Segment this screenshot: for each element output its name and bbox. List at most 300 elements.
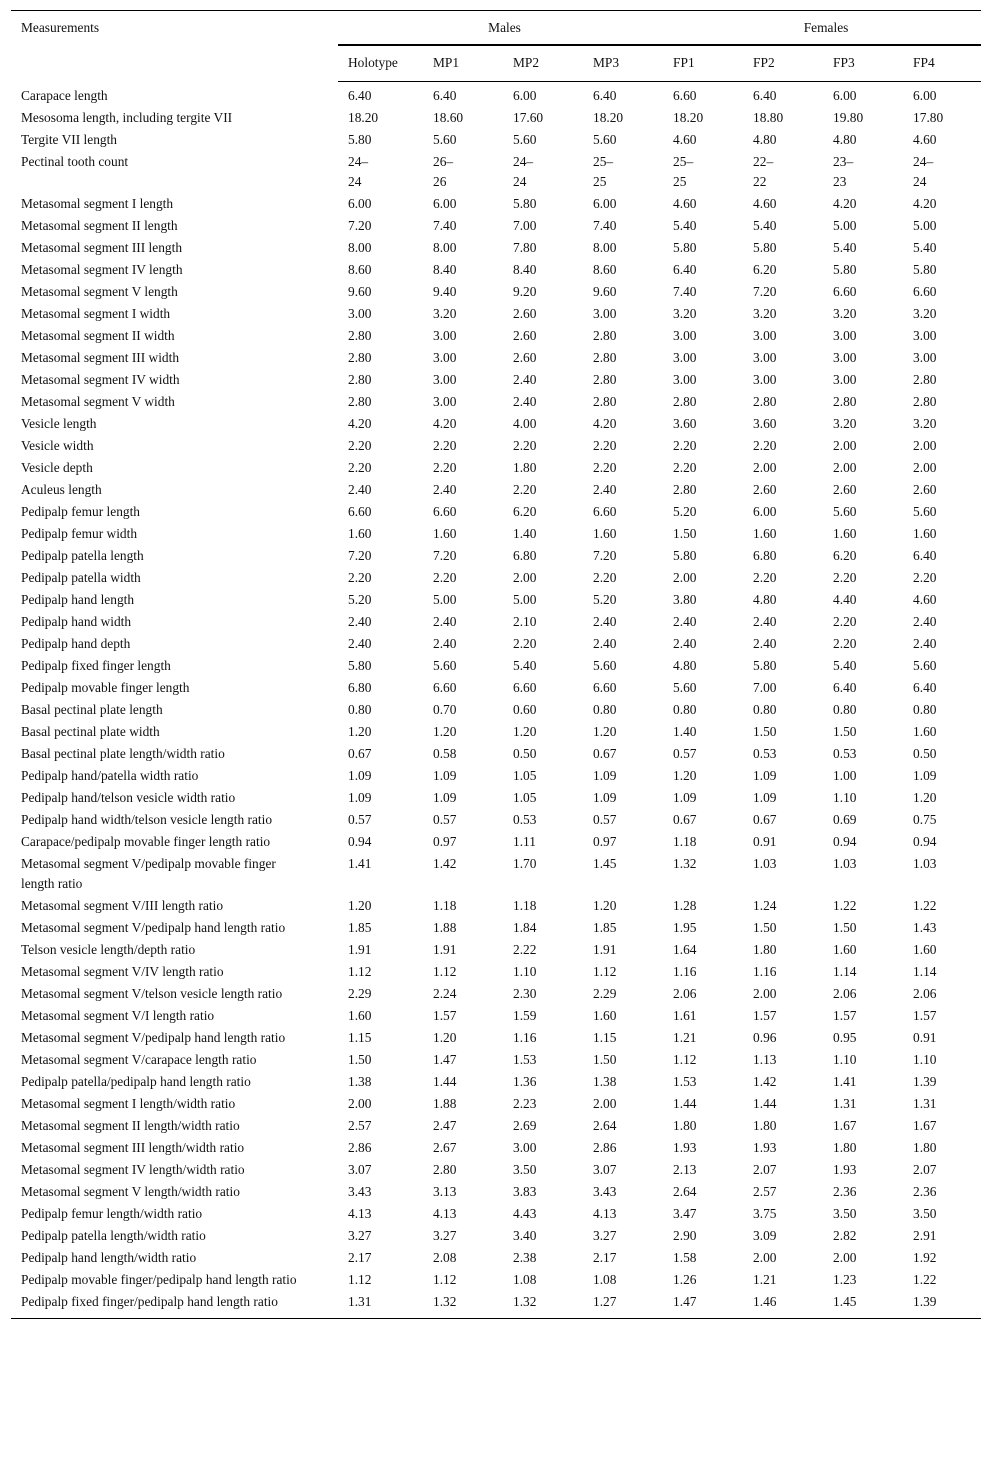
cell-value: 6.40 (833, 680, 857, 695)
column-header-mp2: MP2 (501, 45, 581, 82)
cell-value: 1.40 (513, 526, 537, 541)
cell-value: 6.40 (433, 88, 457, 103)
table-row (11, 788, 981, 810)
cell-value: 1.57 (913, 1008, 937, 1023)
cell-value: 3.00 (913, 350, 937, 365)
cell-value: 8.60 (348, 262, 372, 277)
cell-value: 1.91 (348, 942, 372, 957)
row-label: Metasomal segment V length (21, 284, 178, 299)
cell-value: 1.85 (593, 920, 617, 935)
table-row (11, 1270, 981, 1292)
cell-value: 7.20 (753, 284, 777, 299)
table-row (11, 1182, 981, 1204)
cell-value: 9.60 (348, 284, 372, 299)
table-row (11, 414, 981, 436)
cell-value: 0.57 (593, 812, 617, 827)
cell-value: 2.20 (433, 438, 457, 453)
cell-value: 0.95 (833, 1030, 857, 1045)
cell-value: 2.20 (833, 636, 857, 651)
cell-value: 1.36 (513, 1074, 537, 1089)
cell-value: 1.50 (753, 920, 777, 935)
cell-value: 6.00 (913, 88, 937, 103)
cell-value: 22– 22 (753, 154, 774, 189)
cell-value: 5.00 (833, 218, 857, 233)
cell-value: 1.22 (913, 1272, 937, 1287)
cell-value: 1.50 (833, 920, 857, 935)
cell-value: 3.40 (513, 1228, 537, 1243)
cell-value: 1.08 (593, 1272, 617, 1287)
cell-value: 2.47 (433, 1118, 457, 1133)
cell-value: 4.60 (673, 132, 697, 147)
cell-value: 6.20 (513, 504, 537, 519)
cell-value: 2.17 (593, 1250, 617, 1265)
cell-value: 1.88 (433, 1096, 457, 1111)
cell-value: 6.00 (433, 196, 457, 211)
cell-value: 2.40 (433, 614, 457, 629)
row-label: Pedipalp fixed finger/pedipalp hand length ratio (11, 1292, 338, 1319)
cell-value: 4.80 (833, 132, 857, 147)
row-label: Pedipalp hand/patella width ratio (21, 768, 199, 783)
cell-value: 1.23 (833, 1272, 857, 1287)
cell-value: 1.09 (433, 790, 457, 805)
row-label: Metasomal segment I length (21, 196, 174, 211)
cell-value: 4.13 (348, 1206, 372, 1221)
row-label: Metasomal segment V/I length ratio (21, 1008, 215, 1023)
cell-value: 1.80 (833, 1140, 857, 1155)
cell-value: 2.40 (513, 394, 537, 409)
cell-value: 2.60 (513, 350, 537, 365)
cell-value: 2.82 (833, 1228, 857, 1243)
cell-value: 2.80 (348, 394, 372, 409)
cell-value: 2.60 (753, 482, 777, 497)
row-label: Pedipalp hand width (21, 614, 132, 629)
cell-value: 1.09 (348, 790, 372, 805)
cell-value: 5.40 (673, 218, 697, 233)
table-row (11, 832, 981, 854)
row-label: Tergite VII length (21, 132, 117, 147)
cell-value: 7.20 (433, 548, 457, 563)
cell-value: 1.60 (913, 942, 937, 957)
cell-value: 0.57 (433, 812, 457, 827)
cell-value: 6.40 (673, 262, 697, 277)
cell-value: 2.20 (673, 438, 697, 453)
cell-value: 1.42 (433, 856, 457, 871)
cell-value: 1.61 (673, 1008, 697, 1023)
cell-value: 1.20 (673, 768, 697, 783)
cell-value: 6.40 (348, 88, 372, 103)
cell-value: 0.60 (513, 702, 537, 717)
cell-value: 5.80 (753, 240, 777, 255)
table-row (11, 1028, 981, 1050)
cell-value: 2.00 (913, 460, 937, 475)
cell-value: 2.40 (753, 636, 777, 651)
cell-value: 2.20 (593, 460, 617, 475)
cell-value: 3.60 (673, 416, 697, 431)
cell-value: 1.42 (753, 1074, 777, 1089)
cell-value: 3.00 (913, 328, 937, 343)
cell-value: 2.20 (348, 438, 372, 453)
cell-value: 6.00 (753, 504, 777, 519)
cell-value: 4.20 (913, 196, 937, 211)
cell-value: 1.57 (833, 1008, 857, 1023)
cell-value: 7.00 (513, 218, 537, 233)
row-label: Pedipalp hand/telson vesicle width ratio (21, 790, 236, 805)
cell-value: 3.20 (433, 306, 457, 321)
cell-value: 3.00 (433, 328, 457, 343)
cell-value: 2.80 (593, 328, 617, 343)
cell-value: 9.20 (513, 284, 537, 299)
table-row (11, 458, 981, 480)
row-label: Metasomal segment III length (21, 240, 183, 255)
row-label: Metasomal segment V/telson vesicle length ratio (21, 986, 283, 1001)
cell-value: 8.40 (513, 262, 537, 277)
table-row (11, 216, 981, 238)
cell-value: 17.80 (913, 110, 944, 125)
cell-value: 1.50 (753, 724, 777, 739)
cell-value: 1.20 (348, 724, 372, 739)
cell-value: 0.97 (593, 834, 617, 849)
row-label: Pedipalp patella length/width ratio (21, 1228, 206, 1243)
cell-value: 2.00 (753, 1250, 777, 1265)
table-row (11, 152, 981, 194)
cell-value: 3.07 (348, 1162, 372, 1177)
cell-value: 0.80 (833, 702, 857, 717)
cell-value: 1.26 (673, 1272, 697, 1287)
cell-value: 18.20 (673, 110, 704, 125)
cell-value: 3.00 (433, 350, 457, 365)
cell-value: 5.60 (593, 658, 617, 673)
cell-value: 7.40 (433, 218, 457, 233)
table-row (11, 700, 981, 722)
cell-value: 1.40 (673, 724, 697, 739)
cell-value: 5.20 (348, 592, 372, 607)
cell-value: 1.32 (501, 1292, 581, 1319)
cell-value: 5.40 (753, 218, 777, 233)
cell-value: 3.50 (513, 1162, 537, 1177)
cell-value: 2.60 (913, 482, 937, 497)
cell-value: 0.96 (753, 1030, 777, 1045)
row-label: Metasomal segment V/carapace length ratio (21, 1052, 257, 1067)
cell-value: 1.44 (433, 1074, 457, 1089)
cell-value: 5.80 (673, 240, 697, 255)
cell-value: 3.27 (348, 1228, 372, 1243)
table-row (11, 260, 981, 282)
cell-value: 6.20 (833, 548, 857, 563)
cell-value: 0.80 (673, 702, 697, 717)
cell-value: 1.12 (673, 1052, 697, 1067)
cell-value: 24– 24 (348, 154, 369, 189)
cell-value: 1.20 (348, 898, 372, 913)
cell-value: 1.20 (593, 724, 617, 739)
cell-value: 2.57 (753, 1184, 777, 1199)
cell-value: 1.24 (753, 898, 777, 913)
cell-value: 6.60 (348, 504, 372, 519)
cell-value: 1.32 (421, 1292, 501, 1319)
row-label: Pedipalp patella/pedipalp hand length ratio (21, 1074, 251, 1089)
cell-value: 3.43 (593, 1184, 617, 1199)
table-row (11, 546, 981, 568)
cell-value: 0.75 (913, 812, 937, 827)
cell-value: 1.84 (513, 920, 537, 935)
cell-value: 3.00 (753, 372, 777, 387)
table-row (11, 392, 981, 414)
cell-value: 1.15 (593, 1030, 617, 1045)
cell-value: 2.40 (433, 636, 457, 651)
cell-value: 3.80 (673, 592, 697, 607)
table-row (11, 766, 981, 788)
cell-value: 3.00 (753, 328, 777, 343)
cell-value: 1.21 (673, 1030, 697, 1045)
cell-value: 1.10 (913, 1052, 937, 1067)
cell-value: 5.80 (348, 658, 372, 673)
cell-value: 5.60 (593, 132, 617, 147)
cell-value: 1.03 (833, 856, 857, 871)
cell-value: 2.86 (348, 1140, 372, 1155)
cell-value: 1.31 (913, 1096, 937, 1111)
cell-value: 2.20 (913, 570, 937, 585)
cell-value: 1.09 (673, 790, 697, 805)
row-label: Basal pectinal plate width (21, 724, 160, 739)
column-header-fp2: FP2 (741, 45, 821, 82)
row-label: Metasomal segment I length/width ratio (21, 1096, 236, 1111)
cell-value: 0.67 (348, 746, 372, 761)
row-label: Metasomal segment IV length/width ratio (21, 1162, 245, 1177)
cell-value: 1.47 (661, 1292, 741, 1319)
row-label: Metasomal segment III width (21, 350, 180, 365)
cell-value: 8.00 (593, 240, 617, 255)
row-label: Metasomal segment II length (21, 218, 178, 233)
row-label: Vesicle depth (21, 460, 93, 475)
cell-value: 2.20 (348, 570, 372, 585)
table-row (11, 612, 981, 634)
cell-value: 4.60 (673, 196, 697, 211)
cell-value: 1.32 (673, 856, 697, 871)
cell-value: 2.40 (433, 482, 457, 497)
cell-value: 2.00 (833, 460, 857, 475)
row-label: Telson vesicle length/depth ratio (21, 942, 196, 957)
cell-value: 8.60 (593, 262, 617, 277)
cell-value: 6.60 (513, 680, 537, 695)
cell-value: 2.64 (593, 1118, 617, 1133)
cell-value: 6.80 (753, 548, 777, 563)
row-label: Pectinal tooth count (21, 154, 129, 169)
cell-value: 1.85 (348, 920, 372, 935)
cell-value: 0.53 (753, 746, 777, 761)
cell-value: 1.15 (348, 1030, 372, 1045)
cell-value: 4.20 (433, 416, 457, 431)
table-row (11, 194, 981, 216)
cell-value: 0.69 (833, 812, 857, 827)
cell-value: 2.08 (433, 1250, 457, 1265)
cell-value: 0.67 (673, 812, 697, 827)
cell-value: 6.40 (593, 88, 617, 103)
table-row (11, 568, 981, 590)
cell-value: 2.07 (913, 1162, 937, 1177)
cell-value: 1.20 (433, 1030, 457, 1045)
column-header-fp3: FP3 (821, 45, 901, 82)
cell-value: 1.41 (348, 856, 372, 871)
table-row (11, 962, 981, 984)
cell-value: 2.20 (433, 570, 457, 585)
cell-value: 1.09 (433, 768, 457, 783)
cell-value: 2.17 (348, 1250, 372, 1265)
cell-value: 4.00 (513, 416, 537, 431)
cell-value: 7.20 (348, 548, 372, 563)
cell-value: 0.70 (433, 702, 457, 717)
row-label: Metasomal segment IV length (21, 262, 183, 277)
cell-value: 1.64 (673, 942, 697, 957)
cell-value: 3.20 (833, 306, 857, 321)
cell-value: 18.20 (348, 110, 379, 125)
column-header-fp4: FP4 (901, 45, 981, 82)
cell-value: 0.67 (593, 746, 617, 761)
cell-value: 5.80 (348, 132, 372, 147)
cell-value: 6.60 (833, 284, 857, 299)
cell-value: 1.05 (513, 790, 537, 805)
cell-value: 2.20 (348, 460, 372, 475)
cell-value: 3.00 (753, 350, 777, 365)
row-label: Pedipalp patella width (21, 570, 141, 585)
table-row (11, 130, 981, 152)
cell-value: 1.59 (513, 1008, 537, 1023)
cell-value: 19.80 (833, 110, 864, 125)
cell-value: 2.07 (753, 1162, 777, 1177)
table-row (11, 940, 981, 962)
cell-value: 3.00 (833, 372, 857, 387)
cell-value: 2.20 (593, 570, 617, 585)
cell-value: 1.45 (821, 1292, 901, 1319)
cell-value: 1.60 (348, 1008, 372, 1023)
row-label: Metasomal segment IV width (21, 372, 180, 387)
table-row (11, 678, 981, 700)
table-row (11, 854, 981, 896)
cell-value: 1.60 (593, 526, 617, 541)
table-row (11, 348, 981, 370)
cell-value: 4.60 (913, 132, 937, 147)
cell-value: 5.80 (753, 658, 777, 673)
cell-value: 2.91 (913, 1228, 937, 1243)
table-row (11, 744, 981, 766)
cell-value: 2.00 (833, 1250, 857, 1265)
cell-value: 2.24 (433, 986, 457, 1001)
cell-value: 1.08 (513, 1272, 537, 1287)
cell-value: 2.69 (513, 1118, 537, 1133)
cell-value: 7.00 (753, 680, 777, 695)
cell-value: 5.80 (673, 548, 697, 563)
cell-value: 3.27 (593, 1228, 617, 1243)
cell-value: 7.40 (673, 284, 697, 299)
table-row (11, 108, 981, 130)
cell-value: 1.12 (593, 964, 617, 979)
cell-value: 0.80 (348, 702, 372, 717)
cell-value: 1.53 (673, 1074, 697, 1089)
cell-value: 1.80 (673, 1118, 697, 1133)
cell-value: 5.20 (593, 592, 617, 607)
cell-value: 1.57 (753, 1008, 777, 1023)
cell-value: 1.18 (513, 898, 537, 913)
cell-value: 1.12 (433, 1272, 457, 1287)
cell-value: 3.20 (673, 306, 697, 321)
cell-value: 2.20 (753, 570, 777, 585)
cell-value: 1.12 (348, 1272, 372, 1287)
cell-value: 0.94 (913, 834, 937, 849)
cell-value: 6.00 (513, 88, 537, 103)
cell-value: 5.60 (673, 680, 697, 695)
cell-value: 3.13 (433, 1184, 457, 1199)
cell-value: 8.00 (433, 240, 457, 255)
cell-value: 6.20 (753, 262, 777, 277)
cell-value: 2.80 (348, 372, 372, 387)
cell-value: 7.20 (348, 218, 372, 233)
cell-value: 3.00 (673, 372, 697, 387)
cell-value: 2.80 (593, 394, 617, 409)
table-row (11, 896, 981, 918)
cell-value: 6.60 (673, 88, 697, 103)
cell-value: 1.60 (913, 724, 937, 739)
cell-value: 1.03 (753, 856, 777, 871)
cell-value: 2.29 (348, 986, 372, 1001)
table-row (11, 82, 981, 109)
cell-value: 6.60 (913, 284, 937, 299)
row-label: Metasomal segment V length/width ratio (21, 1184, 240, 1199)
cell-value: 2.80 (673, 482, 697, 497)
cell-value: 5.40 (913, 240, 937, 255)
cell-value: 0.50 (513, 746, 537, 761)
cell-value: 2.60 (513, 328, 537, 343)
cell-value: 6.60 (593, 680, 617, 695)
cell-value: 2.86 (593, 1140, 617, 1155)
cell-value: 2.90 (673, 1228, 697, 1243)
column-header-mp3: MP3 (581, 45, 661, 82)
cell-value: 3.00 (593, 306, 617, 321)
cell-value: 0.91 (753, 834, 777, 849)
cell-value: 0.58 (433, 746, 457, 761)
cell-value: 1.93 (833, 1162, 857, 1177)
row-label: Pedipalp hand length/width ratio (21, 1250, 197, 1265)
cell-value: 1.16 (513, 1030, 537, 1045)
cell-value: 1.09 (348, 768, 372, 783)
cell-value: 1.47 (433, 1052, 457, 1067)
males-group-header: Males (338, 11, 661, 46)
cell-value: 5.80 (913, 262, 937, 277)
cell-value: 2.38 (513, 1250, 537, 1265)
cell-value: 1.44 (673, 1096, 697, 1111)
measurements-table-container (11, 10, 981, 1319)
cell-value: 2.00 (593, 1096, 617, 1111)
cell-value: 1.05 (513, 768, 537, 783)
females-group-header: Females (661, 11, 981, 46)
cell-value: 1.03 (913, 856, 937, 871)
cell-value: 3.00 (433, 372, 457, 387)
cell-value: 1.60 (593, 1008, 617, 1023)
cell-value: 0.94 (833, 834, 857, 849)
cell-value: 1.18 (673, 834, 697, 849)
row-label: Metasomal segment V width (21, 394, 175, 409)
cell-value: 2.40 (593, 614, 617, 629)
table-row (11, 1160, 981, 1182)
measurements-table (11, 10, 981, 1319)
cell-value: 5.00 (433, 592, 457, 607)
cell-value: 5.60 (833, 504, 857, 519)
cell-value: 2.20 (593, 438, 617, 453)
cell-value: 4.80 (673, 658, 697, 673)
cell-value: 5.60 (513, 132, 537, 147)
cell-value: 26– 26 (433, 154, 454, 189)
row-label: Pedipalp hand length (21, 592, 135, 607)
cell-value: 3.50 (833, 1206, 857, 1221)
cell-value: 9.40 (433, 284, 457, 299)
cell-value: 2.00 (348, 1096, 372, 1111)
